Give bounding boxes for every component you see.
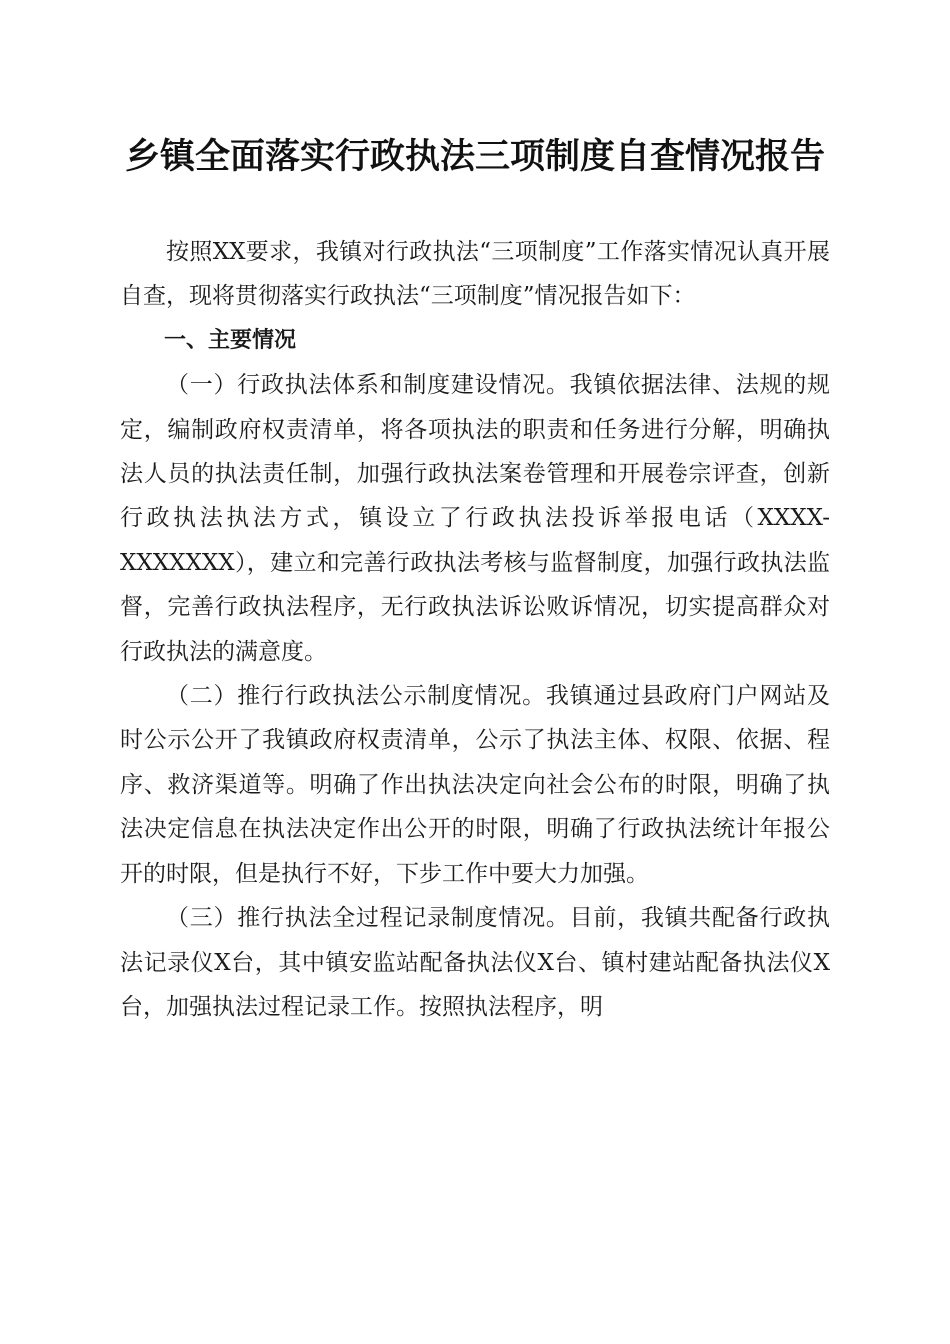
document-title: 乡镇全面落实行政执法三项制度自查情况报告 — [124, 136, 825, 177]
paragraph-full-process-record: （三）推行执法全过程记录制度情况。目前，我镇共配备行政执法记录仪X台，其中镇安监站配备执法仪X台、镇村建站配备执法仪X台，加强执法过程记录工作。按照执法程序，明 — [120, 905, 830, 1020]
intro-paragraph: 按照XX要求，我镇对行政执法“三项制度”工作落实情况认真开展自查，现将贯彻落实行政执法“三项制度”情况报告如下： — [120, 239, 830, 310]
document-body — [120, 230, 830, 1029]
section-heading-main-situation: 一、主要情况 — [164, 327, 297, 353]
paragraph-publicity-system: （二）推行行政执法公示制度情况。我镇通过县政府门户网站及时公示公开了我镇政府权责清单，公示了执法主体、权限、依据、程序、救济渠道等。明确了作出执法决定向社会公布的时限，明确了执法决定信息在执法决定作出公开的时限，明确了行政执法统计年报公开的时限，但是执行不好，下步工作中要大力加强。 — [120, 683, 830, 887]
paragraph-system-construction: （一）行政执法体系和制度建设情况。我镇依据法律、法规的规定，编制政府权责清单，将各项执法的职责和任务进行分解，明确执法人员的执法责任制，加强行政执法案卷管理和开展卷宗评查，创新行政执法执法方式，镇设立了行政执法投诉举报电话（XXXX-XXXXXXX），建立和完善行政执法考核与监督制度，加强行政执法监督，完善行政执法程序，无行政执法诉讼败诉情况，切实提高群众对行政执法的满意度。 — [120, 372, 830, 665]
